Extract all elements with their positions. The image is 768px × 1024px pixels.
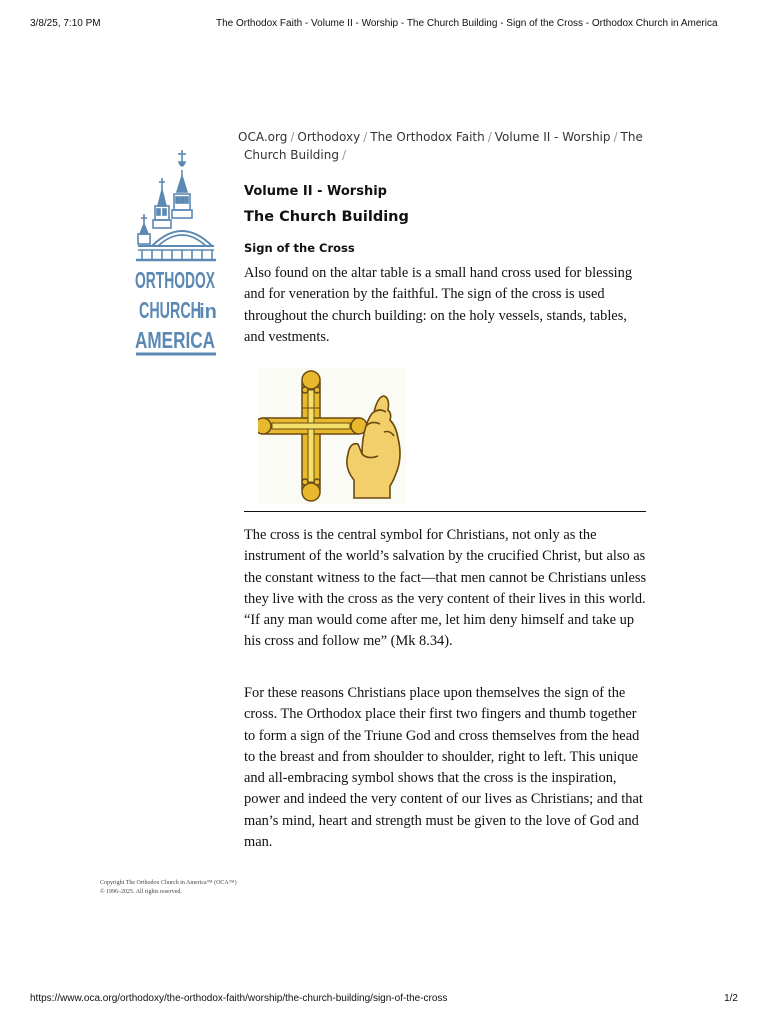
breadcrumb-orthodoxy[interactable]: Orthodoxy [297, 130, 361, 144]
breadcrumb [238, 128, 648, 164]
copyright-line-1: Copyright The Orthodox Church in America™ (OCA™) [100, 880, 237, 886]
copyright [100, 879, 237, 897]
breadcrumb-orthodox-faith[interactable]: The Orthodox Faith [370, 130, 485, 144]
logo-line-2b: in [199, 301, 217, 323]
section-title: Sign of the Cross [244, 241, 355, 255]
paragraph-1: Also found on the altar table is a small hand cross used for blessing and for veneration by the faithful. The sign of the cross is used throughout the church building: on the holy vessels, stands, tables, and vestments. [244, 265, 633, 345]
volume-title: Volume II - Worship [244, 184, 387, 199]
article-content [238, 128, 648, 851]
cross-blessing-illustration [258, 368, 406, 504]
cross-and-hand-icon [258, 368, 406, 504]
oca-logo[interactable] [132, 148, 218, 360]
page-url[interactable]: https://www.oca.org/orthodoxy/the-orthodox-faith/worship/the-church-building/sign-of-the-cross [30, 993, 448, 1004]
print-datetime: 3/8/25, 7:10 PM [30, 18, 101, 29]
print-footer [30, 993, 738, 1007]
breadcrumb-separator: / [363, 130, 368, 144]
print-page-title: The Orthodox Faith - Volume II - Worship - The Church Building - Sign of the Cross - Orthodox Church in America [216, 18, 718, 29]
breadcrumb-church-building-part2[interactable]: Church Building [244, 148, 339, 162]
paragraph-3: For these reasons Christians place upon themselves the sign of the cross. The Orthodox place their first two fingers and thumb together to form a sign of the Triune God and cross themselves from the head to the breast and from shoulder to shoulder, right to left. This unique and all-embracing symbol shows that the cross is the inspiration, power and indeed the very content of our lives as Christians; and that man’s mind, heart and strength must be given to the love of God and man. [244, 685, 643, 851]
breadcrumb-oca[interactable]: OCA.org [238, 130, 288, 144]
breadcrumb-separator: / [487, 130, 492, 144]
divider [244, 511, 646, 512]
copyright-line-2: © 1996–2025. All rights reserved. [100, 889, 182, 895]
breadcrumb-separator: / [341, 148, 347, 162]
logo-line-3: AMERICA [135, 327, 215, 353]
logo-line-1: ORTHODOX [135, 267, 216, 293]
logo-line-2: CHURCH [139, 297, 201, 323]
print-header [30, 18, 738, 32]
breadcrumb-church-building-part1[interactable]: The [620, 130, 643, 144]
breadcrumb-separator: / [613, 130, 618, 144]
paragraph-2: The cross is the central symbol for Christians, not only as the instrument of the world’s salvation by the crucified Christ, but also as the constant witness to the fact—that men cannot be Christians unless they live with the cross as the very content of their lives in this world. “If any man would come after me, let him deny himself and take up his cross and follow me” (Mk 8.34). [244, 527, 647, 650]
breadcrumb-separator: / [290, 130, 295, 144]
church-dome-icon [132, 148, 218, 360]
breadcrumb-volume-ii[interactable]: Volume II - Worship [494, 130, 611, 144]
page-number: 1/2 [724, 993, 738, 1004]
page-title: The Church Building [244, 209, 409, 225]
